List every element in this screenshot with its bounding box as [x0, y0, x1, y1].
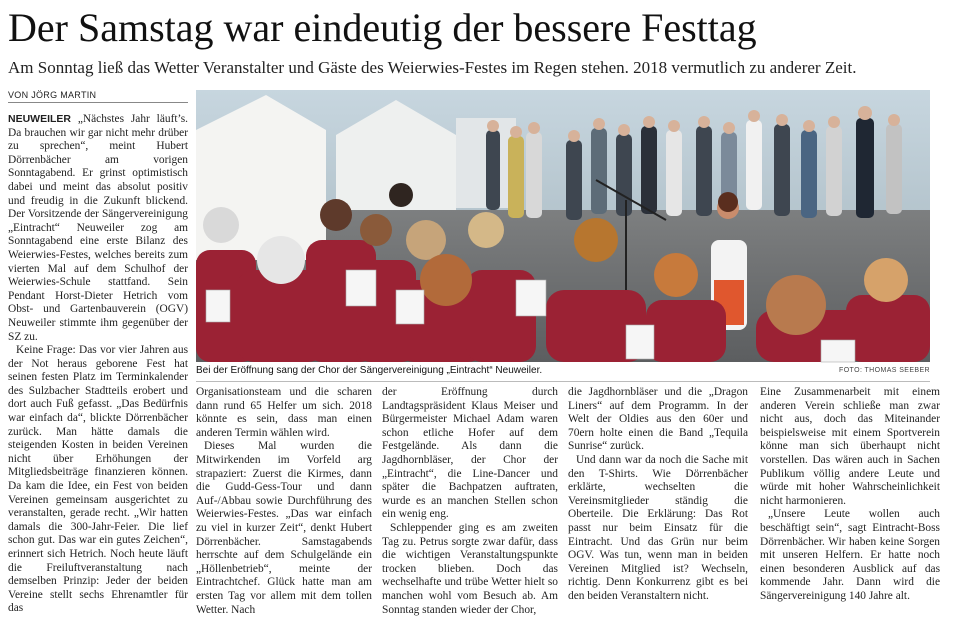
- paragraph: die Jagdhornbläser und die „Dragon Liners“ auf dem Programm. In der Welt der Oldies aus den 60er und 70ern holte einen die Band „Tequila Sunrise“ zurück.: [568, 386, 748, 453]
- paragraph: Keine Frage: Das vor vier Jahren aus der Not heraus geborene Fest hat seinen festen Platz im Terminkalender des Sulzbacher Stadtteils erobert und dort auch Fuß gefasst. „Das Bedürfnis war einfach da“, blickte Dörrenbächer zurück. Man hätte damals die steigenden Kosten in beiden Vereinen nicht über Erhöhungen der Mitgliedsbeiträge finanzieren können. Da kam die Idee, ein Fest von beiden Vereinen gemeinsam ausgerichtet zu veranstalten, gerade recht. „Wir hatten damals die 300-Jahr-Feier. Die lief schon gut. Das war ein gutes Zeichen“, erinnert sich Hetrich. Noch heute läuft die Freiluftveranstaltung nach demselben Prinzip: Jeder der beiden Vereine stellt sechs Ehrenamtler für das: [8, 344, 188, 615]
- photo-caption-bar: [196, 364, 930, 380]
- photo-caption: Bei der Eröffnung sang der Chor der Sängervereinigung „Eintracht“ Neuweiler.: [196, 365, 543, 376]
- paragraph: der Eröffnung durch Landtagspräsident Klaus Meiser und Bürgermeister Michael Adam waren schon etliche Hofer auf dem Festgelände. Als dann die Jagdhornbläser, der Chor der „Eintracht“, die Line-Dancer und später die Bachpatzen auftraten, wurde es an manchen Stellen schon ein wenig eng.: [382, 386, 558, 521]
- text-column-2: [196, 386, 372, 616]
- photo-credit: FOTO: THOMAS SEEBER: [839, 367, 930, 374]
- text-column-3: [382, 386, 558, 616]
- article-subheadline: Am Sonntag ließ das Wetter Veranstalter und Gäste des Weierwies-Festes im Regen stehen. 2018 vermutlich zu anderer Zeit.: [8, 58, 857, 77]
- paragraph: Eine Zusammenarbeit mit einem anderen Verein schließe man zwar nicht aus, doch das Miteinander beispielsweise mit einem Sportverein könne man sich überhaupt nicht vorstellen. Das wären auch in Sachen Publikum völlig andere Leute und würde mit hoher Wahrscheinlichkeit nicht harmonieren.: [760, 386, 940, 507]
- byline: VON JÖRG MARTIN: [8, 90, 188, 103]
- dateline: NEUWEILER: [8, 113, 71, 125]
- article-headline: Der Samstag war eindeutig der bessere Festtag: [8, 5, 757, 50]
- text-column-5: [760, 386, 940, 608]
- paragraph: [8, 113, 188, 344]
- text-column-4: [568, 386, 748, 608]
- caption-divider: [196, 381, 930, 382]
- paragraph: Schleppender ging es am zweiten Tag zu. Petrus sorgte zwar dafür, dass die wichtigen Veranstaltungspunkte trocken blieben. Doch das wechselhafte und trübe Wetter hielt so manchen wohl vom Besuch ab. Am Sonntag standen wieder der Chor,: [382, 521, 558, 616]
- paragraph: Und dann war da noch die Sache mit den T-Shirts. Wie Dörrenbächer erklärte, wechselten die Vereinsmitglieder ständig die Oberteile. Die Erklärung: Das Rot passt nur beim Einsatz für die Eintracht. Und das Grün nur beim OGV. Was tun, wenn man in beiden Vereinen Mitglied ist? Wechseln, richtig. Denn Konkurrenz gibt es bei den beiden Veranstaltern nicht.: [568, 453, 748, 602]
- paragraph: Organisationsteam und die scharen dann rund 65 Helfer um sich. 2018 könnte es sein, dass man einen anderen Termin wählen wird.: [196, 386, 372, 439]
- paragraph: Dieses Mal wurden die Mitwirkenden im Vorfeld arg strapaziert: Zuerst die Kirmes, dann die Gudd-Gess-Tour und dann Auf-/Abbau sowie Durchführung des Weierwies-Festes. „Das war einfach zu viel in kurzer Zeit“, denkt Hubert Dörrenbächer. Samstagabends herrschte auf dem Schulgelände ein „Höllenbetrieb“, meinte der Eintrachtchef. Glück hatte man am ersten Tag vor allem mit dem tollen Wetter. Nach: [196, 440, 372, 616]
- text-column-1: [8, 113, 188, 615]
- choir-photo-illustration: [196, 90, 930, 362]
- paragraph-text: „Nächstes Jahr läuft’s. Da brauchen wir gar nicht mehr drüber zu sprechen“, meint Hubert Dörrenbächer am vorigen Sonntagabend. Er grinst optimistisch dabei und meint das absolut positiv und freudig in die Zukunft blickend. Der Vorsitzende der Sängervereinigung „Eintracht“ Neuweiler zog am Sonntagabend eine erste Bilanz des Weierwies-Festes, welches bereits zum vierten Mal auf dem Schulhof der Weierwies-Schule stattfand. Sein Pendant Horst-Dieter Hetrich vom Obst- und Gartenbauverein (OGV) Neuweiler stimmte ihm gegenüber der SZ zu.: [8, 113, 188, 343]
- article-photo: [196, 90, 930, 362]
- paragraph: „Unsere Leute wollen auch beschäftigt sein“, sagt Eintracht-Boss Dörrenbächer. Wir haben keine Sorgen mit unseren Helfern. Er hatte noch einen besonderen Ausblick auf das kommende Jahr. Dann wird die Sängervereinigung 140 Jahre alt.: [760, 508, 940, 602]
